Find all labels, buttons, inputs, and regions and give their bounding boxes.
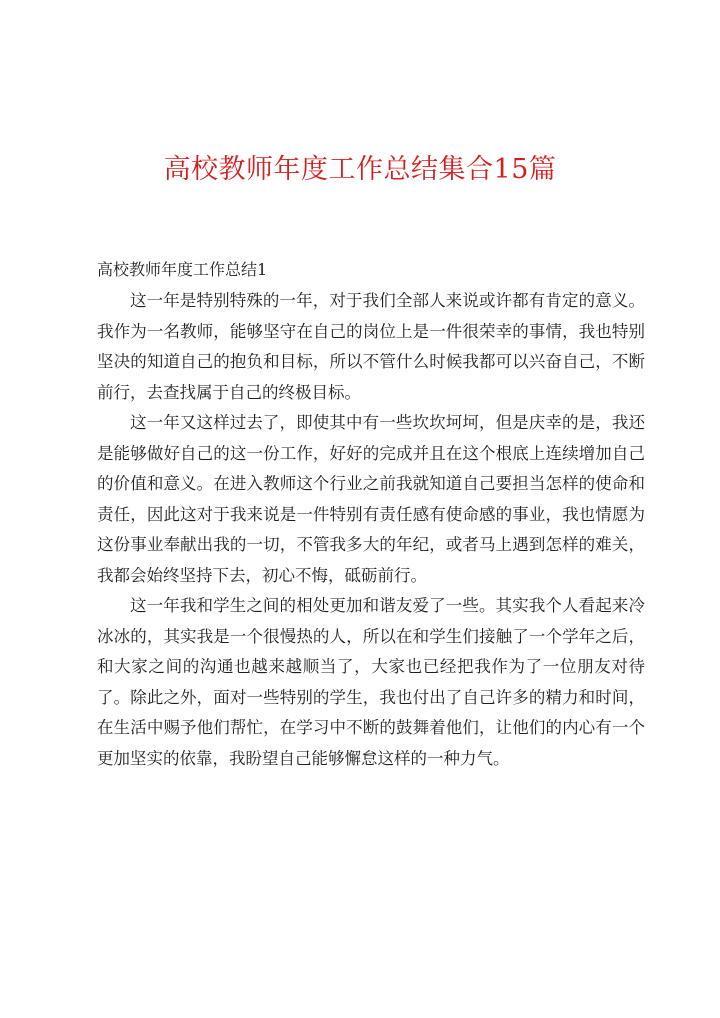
paragraph: 这一年我和学生之间的相处更加和谐友爱了一些。其实我个人看起来冷冰冰的，其实我是一个很慢热的人，所以在和学生们接触了一个学年之后，和大家之间的沟通也越来越顺当了，大家也已经把我作为了一位朋友对待了。除此之外，面对一些特别的学生，我也付出了自己许多的精力和时间，在生活中赐予他们帮忙，在学习中不断的鼓舞着他们，让他们的内心有一个更加坚实的依靠，我盼望自己能够懈怠这样的一种力气。 xyxy=(97,596,645,768)
section-heading: 高校教师年度工作总结1 xyxy=(97,260,268,279)
paragraph: 这一年是特别特殊的一年，对于我们全部人来说或许都有肯定的意义。我作为一名教师，能够坚守在自己的岗位上是一件很荣幸的事情，我也特别坚决的知道自己的抱负和目标，所以不管什么时候我都可以兴奋自己，不断前行，去查找属于自己的终极目标。 xyxy=(97,291,645,402)
document-title: 高校教师年度工作总结集合15篇 xyxy=(163,154,557,185)
paragraph: 这一年又这样过去了，即使其中有一些坎坎坷坷，但是庆幸的是，我还是能够做好自己的这一份工作，好好的完成并且在这个根底上连续增加自己的价值和意义。在进入教师这个行业之前我就知道自己要担当怎样的使命和责任，因此这对于我来说是一件特别有责任感有使命感的事业，我也情愿为这份事业奉献出我的一切，不管我多大的年纪，或者马上遇到怎样的难关，我都会始终坚持下去，初心不悔，砥砺前行。 xyxy=(97,413,645,585)
document-body xyxy=(97,286,645,774)
